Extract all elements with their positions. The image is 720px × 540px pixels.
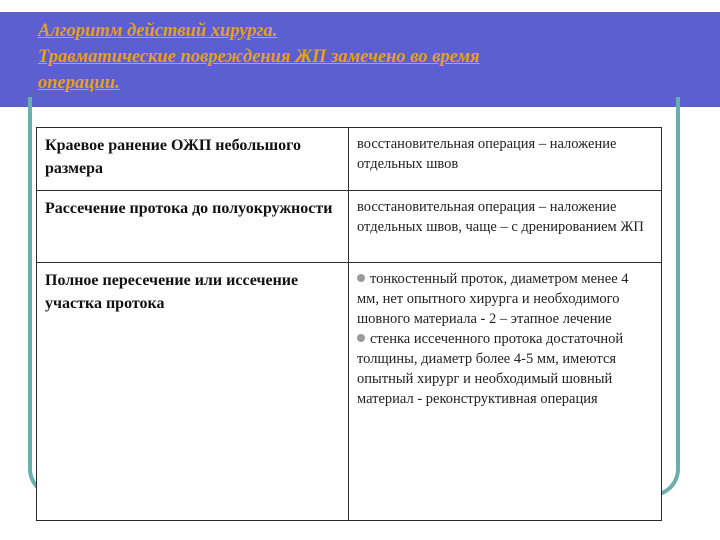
bullet-text: тонкостенный проток, диаметром менее 4 мм, нет опытного хирурга и необходимого шовного материала - 2 – этапное лечение	[357, 271, 629, 327]
bullet-item	[357, 329, 651, 409]
title-line-3: операции.	[38, 73, 120, 93]
algorithm-table	[36, 127, 662, 521]
title-line-1: Алгоритм действий хирурга.	[38, 21, 278, 41]
table-row	[37, 191, 662, 263]
table-row	[37, 263, 662, 521]
condition-cell: Рассечение протока до полуокружности	[37, 191, 349, 263]
bullet-dot-icon	[357, 274, 365, 282]
action-cell	[349, 263, 662, 521]
condition-cell: Полное пересечение или иссечение участка протока	[37, 263, 349, 521]
condition-cell: Краевое ранение ОЖП небольшого размера	[37, 128, 349, 191]
title-line-2: Травматические повреждения ЖП замечено во время	[38, 47, 480, 67]
action-cell: восстановительная операция – наложение отдельных швов	[349, 128, 662, 191]
bullet-dot-icon	[357, 334, 365, 342]
title-band-tab	[690, 12, 720, 107]
bullet-item	[357, 269, 651, 329]
table-row	[37, 128, 662, 191]
slide-title	[38, 18, 648, 96]
bullet-text: стенка иссеченного протока достаточной толщины, диаметр более 4-5 мм, имеются опытный хирург и необходимый шовный материал - реконструктивная операция	[357, 331, 624, 407]
title-band	[0, 12, 720, 107]
action-cell: восстановительная операция – наложение отдельных швов, чаще – с дренированием ЖП	[349, 191, 662, 263]
